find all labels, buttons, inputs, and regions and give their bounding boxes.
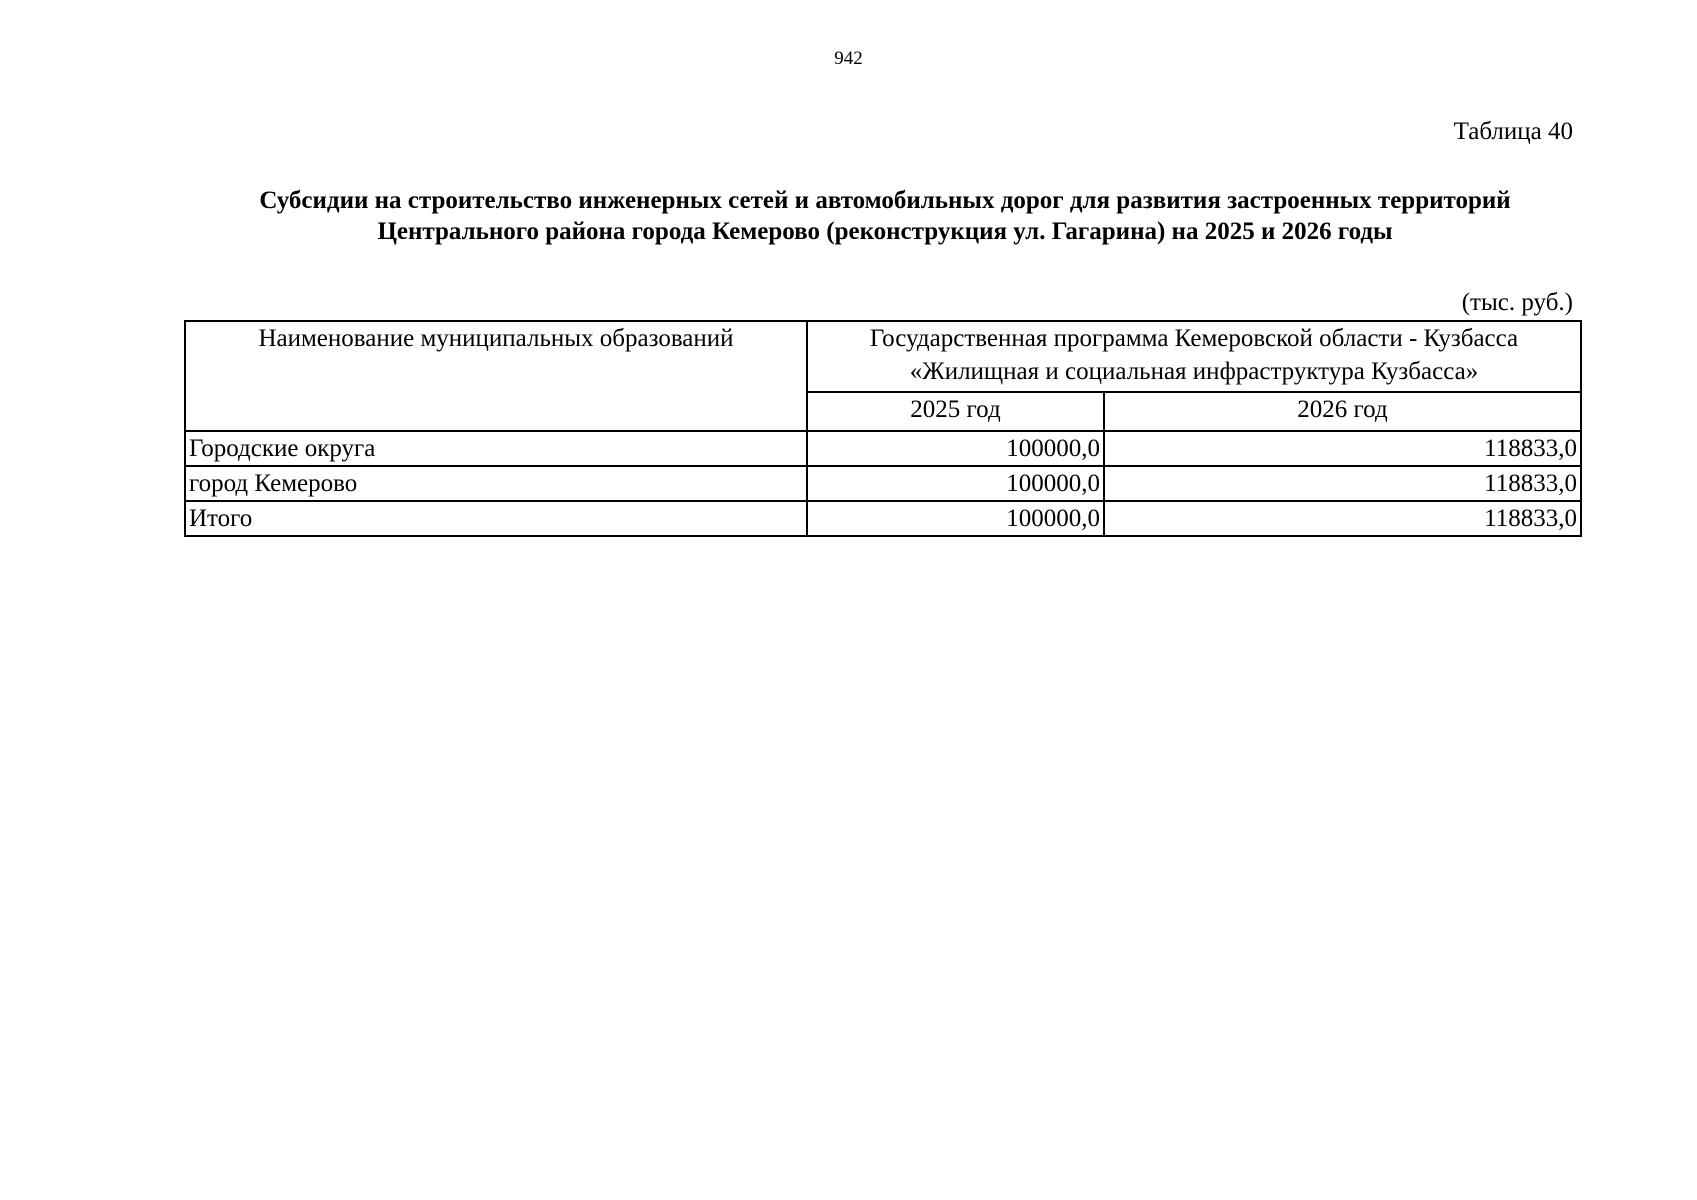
row-value-2025: 100000,0 xyxy=(807,466,1104,501)
row-name: Городские округа xyxy=(185,431,807,466)
row-value-2025: 100000,0 xyxy=(807,431,1104,466)
row-name: город Кемерово xyxy=(185,466,807,501)
document-title xyxy=(185,185,1585,247)
table-label: Таблица 40 xyxy=(1453,118,1573,145)
header-municipality-name: Наименование муниципальных образований xyxy=(185,321,807,431)
row-value-2026: 118833,0 xyxy=(1104,431,1581,466)
table-row xyxy=(185,431,1581,466)
document-title-line-2: Центрального района города Кемерово (реконструкция ул. Гагарина) на 2025 и 2026 годы xyxy=(377,218,1393,245)
row-name: Итого xyxy=(185,501,807,536)
header-program-line-1: Государственная программа Кемеровской области - Кузбасса xyxy=(869,325,1519,352)
header-state-program xyxy=(807,321,1581,392)
row-value-2026: 118833,0 xyxy=(1104,466,1581,501)
header-year-2025: 2025 год xyxy=(807,392,1104,431)
header-year-2026: 2026 год xyxy=(1104,392,1581,431)
table-row xyxy=(185,501,1581,536)
subsidies-table xyxy=(184,320,1582,537)
document-title-line-1: Субсидии на строительство инженерных сетей и автомобильных дорог для развития застроенных территорий xyxy=(259,187,1511,214)
row-value-2025: 100000,0 xyxy=(807,501,1104,536)
row-value-2026: 118833,0 xyxy=(1104,501,1581,536)
page-number: 942 xyxy=(834,48,863,69)
table-row xyxy=(185,466,1581,501)
units-label: (тыс. руб.) xyxy=(1461,289,1573,316)
header-program-line-2: «Жилищная и социальная инфраструктура Кузбасса» xyxy=(909,358,1479,385)
